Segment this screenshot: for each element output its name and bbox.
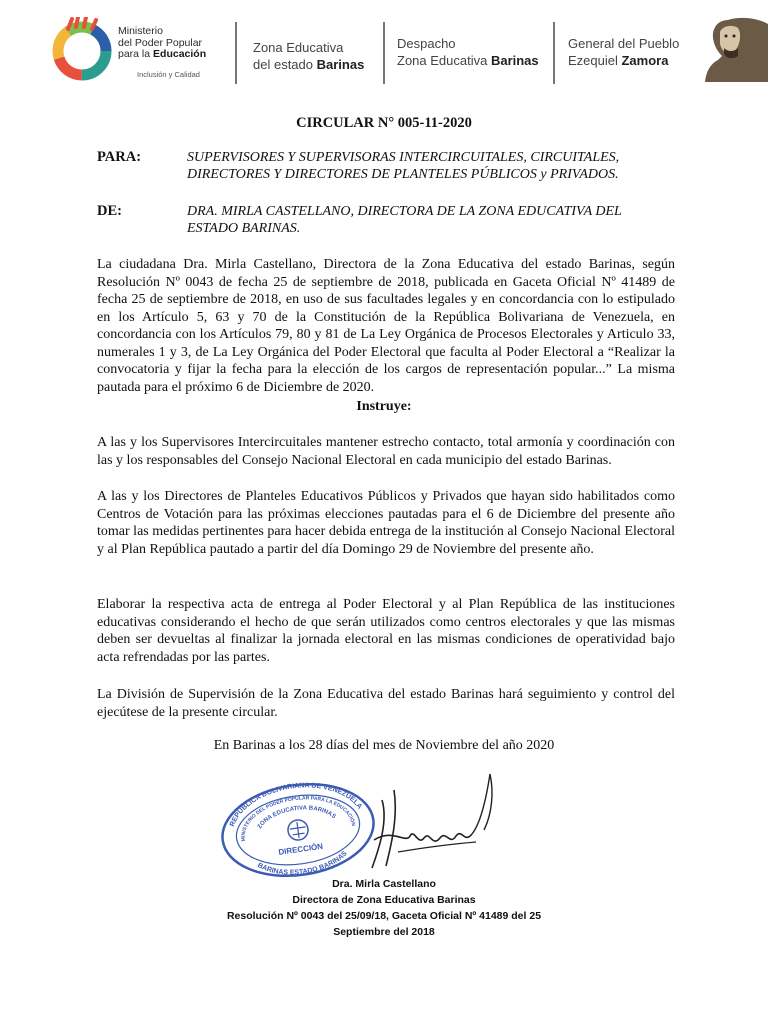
signer-resolution-line2: Septiembre del 2018 xyxy=(333,926,435,938)
signer-block xyxy=(0,876,768,940)
header-divider xyxy=(383,22,385,84)
ministry-tagline: Inclusión y Calidad xyxy=(137,70,200,79)
instruye-heading: Instruye: xyxy=(356,399,412,414)
signer-name: Dra. Mirla Castellano xyxy=(332,878,436,890)
header-block-zona xyxy=(253,39,364,73)
de-label: DE: xyxy=(97,203,122,219)
ministry-line2: del Poder Popular xyxy=(118,36,203,49)
ministry-line3-bold: Educación xyxy=(153,48,207,60)
ministry-logo-icon xyxy=(50,17,114,81)
de-value xyxy=(187,203,675,237)
header-block-zamora xyxy=(568,35,679,69)
para-line1: SUPERVISORES Y SUPERVISORAS INTERCIRCUITALES, CIRCUITALES, xyxy=(187,150,620,165)
header-divider xyxy=(553,22,555,84)
para-label: PARA: xyxy=(97,149,142,165)
paragraph-supervisores: A las y los Supervisores Intercircuitales mantener estrecho contacto, total armonía y coordinación con las y los responsables del Consejo Nacional Electoral en cada municipio del estado Barinas. xyxy=(97,435,675,468)
signer-resolution-line1: Resolución Nº 0043 del 25/09/18, Gaceta Oficial Nº 41489 del 25 xyxy=(226,910,542,922)
stamp-text-bottom: BARINAS ESTADO BARINAS xyxy=(256,850,349,877)
ministry-line3-prefix: para la xyxy=(118,48,154,60)
despacho-line2-prefix: Zona Educativa xyxy=(397,53,491,68)
ministry-line1: Ministerio xyxy=(118,25,163,37)
signer-role: Directora de Zona Educativa Barinas xyxy=(292,894,476,906)
despacho-line2-bold: Barinas xyxy=(490,53,539,68)
zamora-line2-prefix: Ezequiel xyxy=(568,53,622,68)
despacho-line1: Despacho xyxy=(397,36,456,51)
circular-title: CIRCULAR N° 005-11-2020 xyxy=(296,115,472,131)
zona-line1: Zona Educativa xyxy=(253,40,344,55)
zona-line2-bold: Barinas xyxy=(316,57,365,72)
zona-line2-prefix: del estado xyxy=(253,57,317,72)
zamora-line1: General del Pueblo xyxy=(568,36,680,51)
paragraph-division: La División de Supervisión de la Zona Educativa del estado Barinas hará seguimiento y control del ejecútese de la presente circular. xyxy=(97,687,675,720)
paragraph-acta: Elaborar la respectiva acta de entrega al Poder Electoral y al Plan República de las instituciones educativas considerando el hecho de que serán utilizados como centros electorales y que las mismas deben ser devueltas al finalizar la jornada electoral en las mismas condiciones de operatividad bajo acta refrendadas por las partes. xyxy=(97,597,675,665)
letterhead xyxy=(0,0,768,100)
ministry-name xyxy=(118,26,206,61)
stamp-text-dir: DIRECCIÓN xyxy=(277,841,324,857)
zamora-line2-bold: Zamora xyxy=(621,53,669,68)
para-value xyxy=(187,149,675,183)
de-line2: ESTADO BARINAS. xyxy=(187,221,301,236)
de-line1: DRA. MIRLA CASTELLANO, DIRECTORA DE LA ZONA EDUCATIVA DEL xyxy=(187,204,622,219)
para-line2: DIRECTORES Y DIRECTORES DE PLANTELES PÚBLICOS y PRIVADOS. xyxy=(187,167,619,182)
stamp-text-inner: ZONA EDUCATIVA BARINAS xyxy=(256,805,337,831)
zamora-portrait-icon xyxy=(688,12,768,82)
stamp-text-top: REPÚBLICA BOLIVARIANA DE VENEZUELA xyxy=(228,782,363,828)
header-block-despacho xyxy=(397,35,539,69)
closing-date: En Barinas a los 28 días del mes de Noviembre del año 2020 xyxy=(213,738,555,753)
handwritten-signature-icon xyxy=(352,770,512,875)
paragraph-directores: A las y los Directores de Planteles Educativos Públicos y Privados que hayan sido habilitados como Centros de Votación para las próximas elecciones pautadas para el 6 de Diciembre del presente año tomar las medidas pertinentes para hacer debida entrega de la institución al Consejo Nacional Electoral y al Plan República pautado a partir del día Domingo 29 de Noviembre del presente año. xyxy=(97,489,675,557)
paragraph-intro: La ciudadana Dra. Mirla Castellano, Directora de la Zona Educativa del estado Barinas, según Resolución Nº 0043 de fecha 25 de septiembre de 2018, publicada en Gaceta Oficial Nº 41489 de fecha 25 de septiembre de 2018, en uso de sus facultades legales y en concordancia con lo estipulado en los Artículo 5, 63 y 70 de la Constitución de la República Bolivariana de Venezuela, en concordancia con los Artículos 79, 80 y 81 de La Ley Orgánica de Procesos Electorales y Articulo 33, numerales 1 y 3, de La Ley Orgánica del Poder Electoral que faculta al Poder Electoral a “Realizar la convocatoria y fijar la fecha para la elección de los cargos de representación popular...” La misma pautada para el próximo 6 de Diciembre de 2020. xyxy=(97,257,675,395)
stamp-text-mid: MINISTERIO DEL PODER POPULAR PARA LA EDUCACIÓN xyxy=(240,795,356,842)
header-divider xyxy=(235,22,237,84)
